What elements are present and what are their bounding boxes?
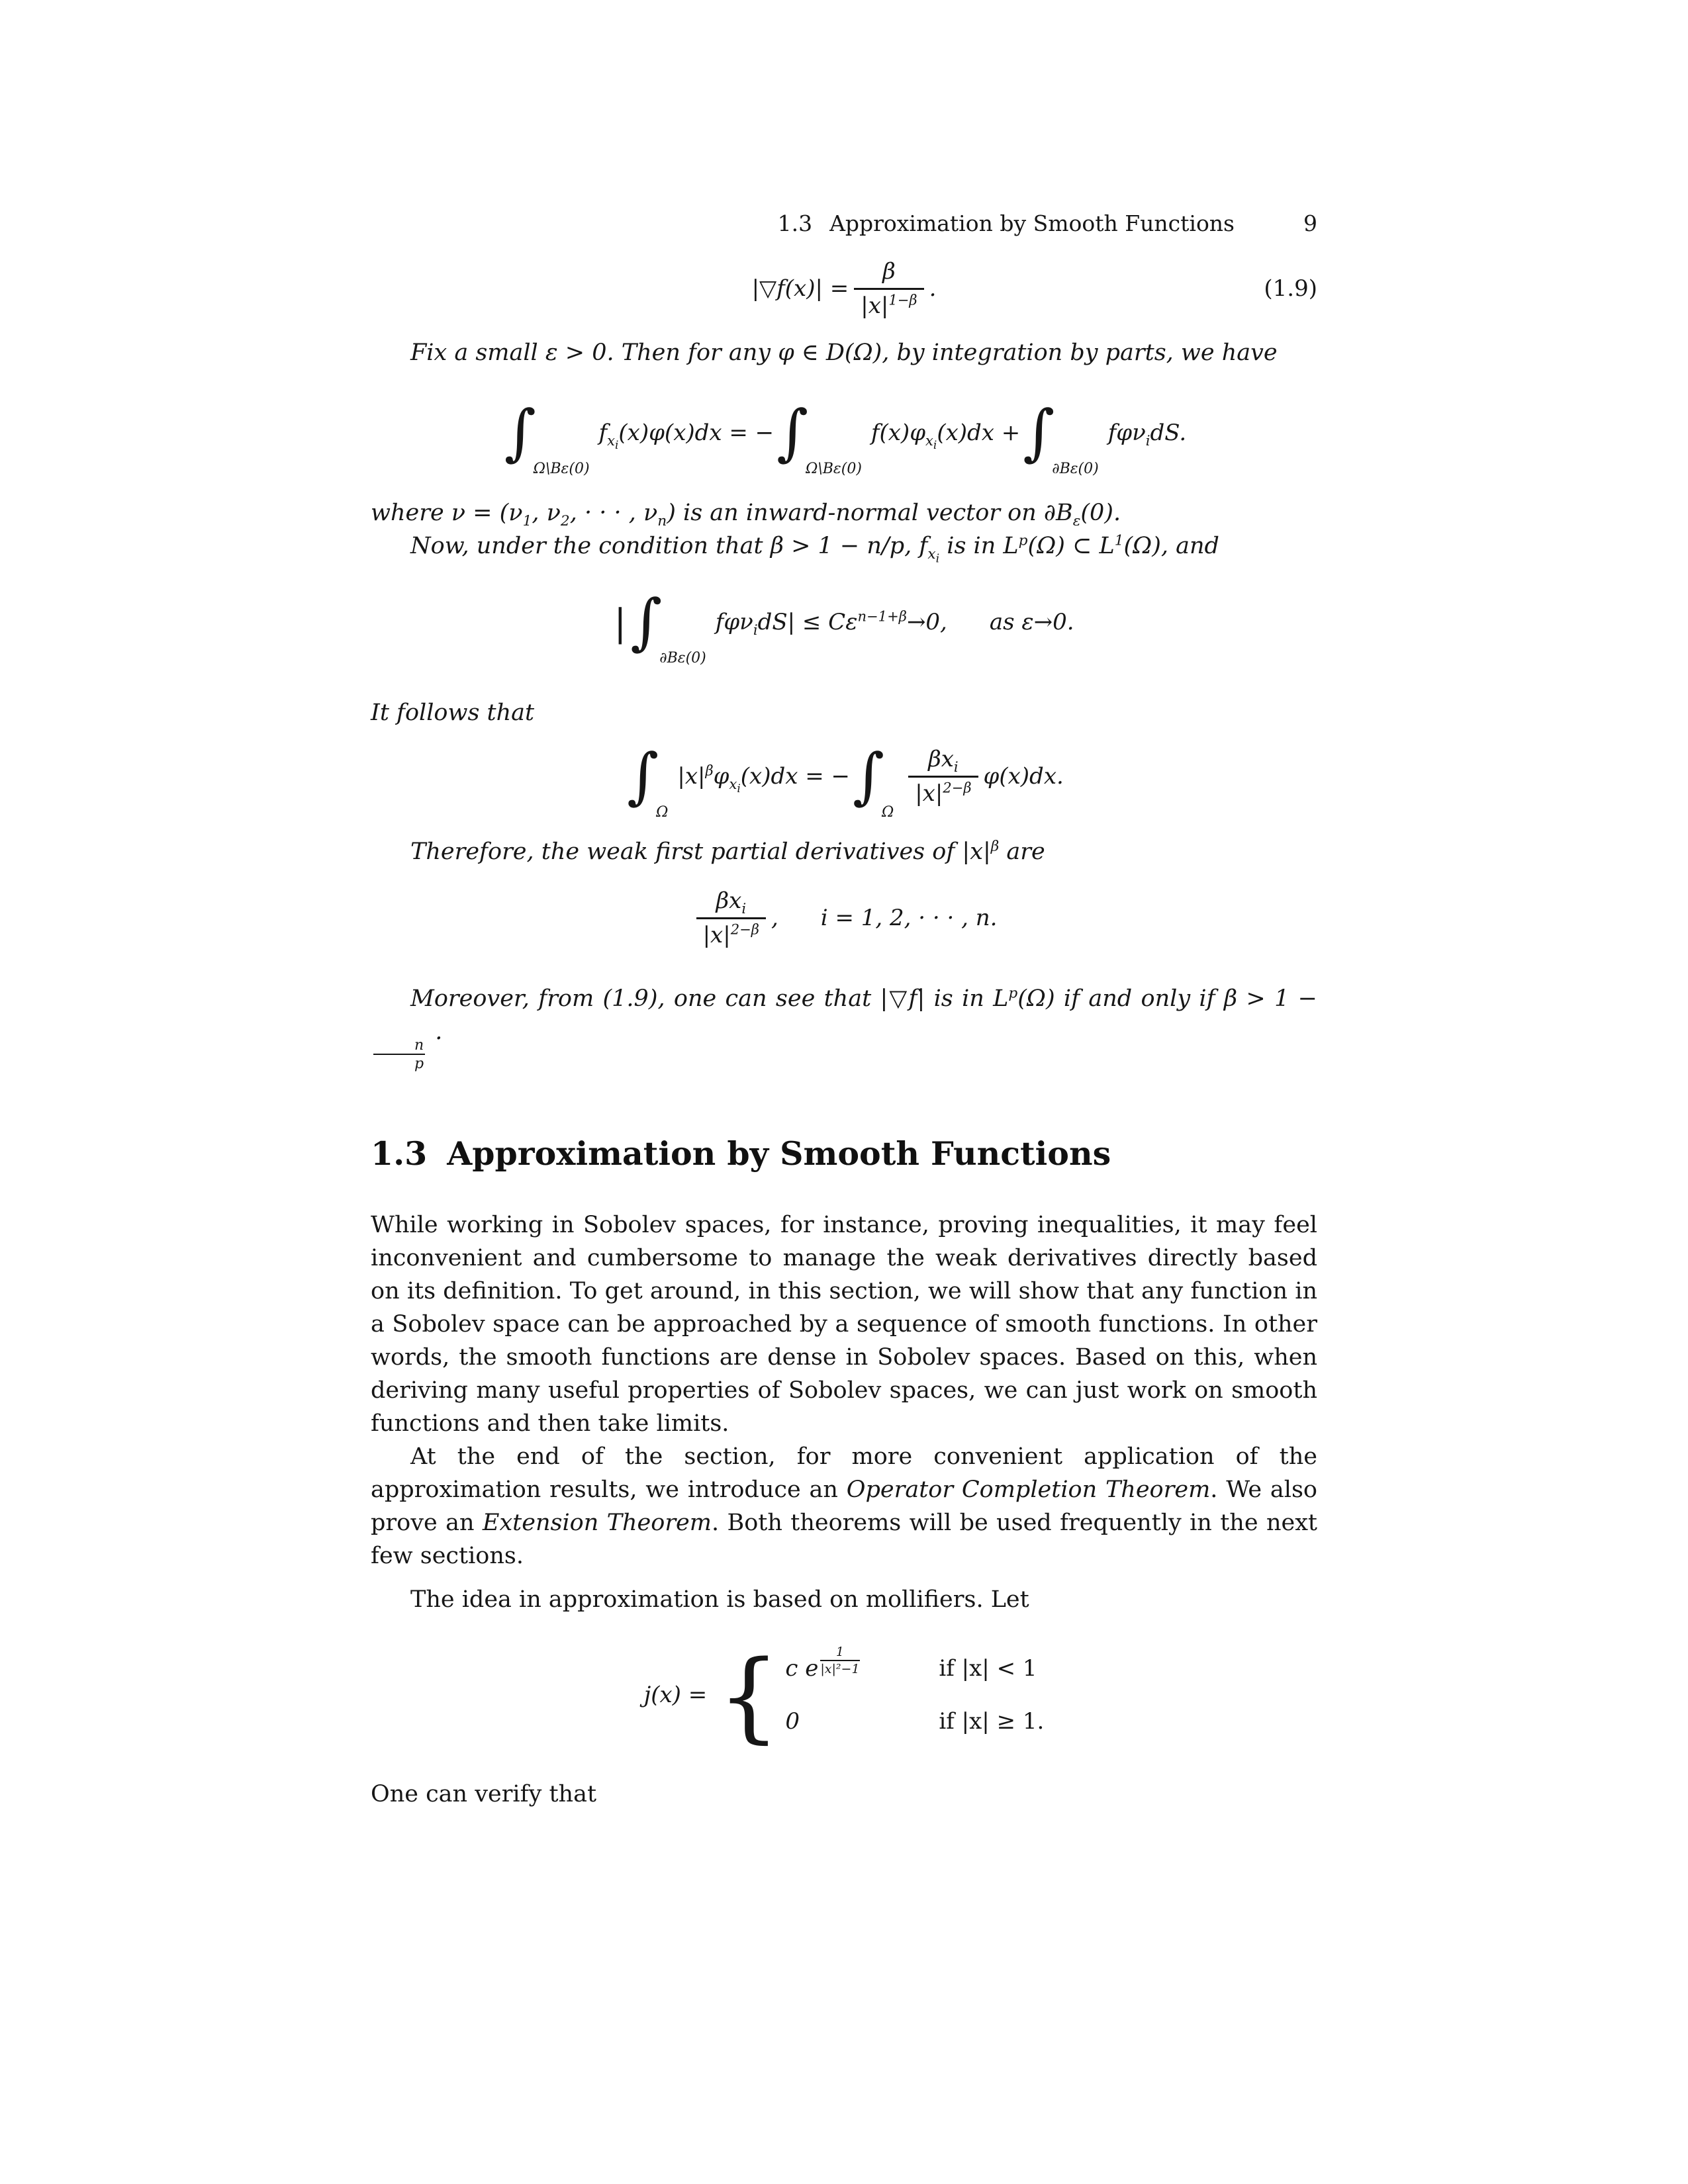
integral-subscript: ∂Bε(0) [1052,460,1099,477]
section-heading-title: Approximation by Smooth Functions [447,1134,1111,1173]
cases-brace: { [718,1639,780,1754]
subscript-index: n [657,513,667,529]
math-run [870,419,1021,451]
integral-subscript: Ω\Bε(0) [806,460,862,477]
subscript-index: i [737,781,741,795]
function-symbol: f [598,419,608,446]
fraction-numerator [709,887,753,917]
subscript-index: i [935,552,940,566]
math-run [598,419,774,451]
superscript-exponent: β [990,838,1000,855]
math-run: (x)dx = − [740,762,850,790]
math-run: dS. [1150,419,1187,446]
numerator-base: βx [928,746,954,772]
superscript-exponent: β [705,762,714,779]
math-run: dS| ≤ Cε [757,608,858,635]
content-column [371,246,1317,1811]
eq19-fraction [854,257,923,320]
paragraph-text: ) is an inward-normal vector on ∂B [667,500,1073,526]
section-heading-number: 1.3 [371,1134,428,1173]
comma: , [771,904,778,931]
math-run: φ(x)dx. [983,762,1064,790]
denominator-exponent: 1−β [888,291,917,308]
paragraph-now-condition [371,529,1317,566]
subscript-index: i [615,437,619,451]
integral [627,740,671,821]
subscript-index: ε [1072,513,1081,529]
paragraph-text: At the end of the section, for more convenient application of the approximation results, we introduce an [371,1443,1317,1504]
equation-1-9 [371,255,1317,322]
math-run: c e [785,1655,819,1682]
paragraph-text: , ν [532,500,561,526]
fraction [696,887,766,949]
running-header-section-title: Approximation by Smooth Functions [829,210,1235,236]
mollifier-lhs: j(x) = [643,1682,708,1709]
denominator-base: |x| [915,780,943,807]
denominator-exponent: 2−β [943,779,972,796]
fraction-denominator [908,776,978,808]
paragraph-theorems [371,1440,1317,1572]
denominator-exponent: 2−β [730,921,759,938]
superscript: p [1018,532,1028,549]
integral [853,740,896,821]
emphasis-operator-completion-theorem: Operator Completion Theorem [846,1477,1211,1504]
paragraph-moreover [371,982,1317,1073]
fraction-numerator: 1 [835,1645,845,1660]
case-value: 0 [785,1708,800,1735]
subscript-index: i [953,758,959,775]
subscript [729,775,741,795]
eq19-period: . [929,275,937,302]
superscript: 1 [1114,532,1124,549]
integral-glyph: ∫ [630,586,663,657]
math-run: (x)dx + [937,419,1021,446]
paragraph-mollifiers-intro [371,1583,1317,1616]
paragraph-text: Fix a small ε > 0. Then for any φ ∈ D(Ω), by integration by parts, we have [410,340,1278,366]
mollifier-definition-equation [371,1639,1317,1754]
fraction-denominator: |x|²−1 [820,1660,859,1677]
paragraph-text: where ν = (ν [371,500,523,526]
integral-glyph: ∫ [627,740,659,811]
paragraph-text: The idea in approximation is based on mollifiers. Let [410,1586,1029,1614]
subscript-base: x [607,432,616,449]
math-run [716,608,947,637]
integral [1023,396,1101,477]
paragraph-text: is in L [939,533,1019,559]
math-run: φ [713,762,729,790]
paragraph-therefore [371,835,1317,868]
fraction-numerator: β [882,258,896,285]
eq19-lhs: |▽f(x)| = [751,275,849,302]
math-run [677,762,850,795]
integral [504,396,592,477]
paragraph-fix-epsilon [371,336,1317,369]
paragraph-one-can-verify [371,1778,1317,1811]
fraction-denominator [854,288,923,320]
subscript-base: x [729,775,737,792]
subscript-base: x [925,432,933,449]
integral-subscript: Ω [881,803,894,821]
paragraph-text: . Both theorems will be used frequently in the next few sections. [371,1510,1317,1570]
section-heading [371,1136,1317,1172]
subscript [927,546,940,566]
integral-glyph: ∫ [853,740,884,811]
subscript-index: i [753,621,758,638]
paragraph-text: While working in Sobolev spaces, for instance, proving inequalities, it may feel inconvenient and cumbersome to manage the weak derivatives directly based on its definition. To get around, in this section, we will show that any function in a Sobolev space can be approached by a sequence of smooth functions. In other words, the smooth functions are dense in Sobolev spaces. Based on this, when deriving many useful properties of Sobolev spaces, we can just work on smooth functions and then take limits. [371,1212,1317,1437]
paragraph-where-nu [371,496,1317,529]
integral-glyph: ∫ [504,396,536,468]
subscript [607,432,618,449]
case-row [785,1707,1044,1736]
paragraph-text: . [428,1019,443,1045]
subscript-index: 2 [560,513,570,529]
inline-fraction [373,1037,425,1073]
subscript-base: x [927,546,936,563]
case-row [785,1645,1044,1697]
paragraph-text: Now, under the condition that β > 1 − n/p, f [410,533,928,559]
subscript-index: i [933,437,937,451]
math-run: →0, [906,608,947,635]
paragraph-it-follows [371,696,1317,729]
running-header [371,210,1317,236]
subscript-index: 1 [522,513,532,529]
fraction-numerator [921,745,965,776]
paragraph-text: Therefore, the weak first partial derivatives of |x| [410,839,991,865]
derivative-formula-equation [371,882,1317,954]
case-condition: if |x| < 1 [939,1655,1037,1682]
math-run [1108,419,1186,447]
weak-derivative-equation [371,733,1317,819]
boundary-integral-estimate-equation: | ∫ ∂Bε(0) $f\varphi\nu_idS| \le C\varepsilon^{n-1+\beta}\to 0$, as ε→0. [614,586,1074,666]
math-run: fφν [1107,419,1146,446]
denominator-base: |x| [702,921,731,948]
numerator-base: βx [716,887,742,914]
emphasis-extension-theorem: Extension Theorem [482,1510,712,1537]
superscript-exponent: n−1+β [857,608,907,625]
integral-subscript: Ω [656,803,669,821]
fraction-denominator: p [373,1054,425,1072]
integral [776,396,865,477]
paragraph-text: Moreover, from (1.9), one can see that |▽f| is in L [410,985,1009,1012]
subscript-index: i [1145,432,1150,449]
case-condition: if |x| ≥ 1. [939,1708,1045,1735]
paragraph-text: One can verify that [371,1781,597,1808]
paragraph-text: β > 1 − [1223,985,1317,1012]
superscript: p [1008,985,1018,1002]
paragraph-text: (0). [1080,500,1121,526]
paragraph-text: (Ω) if and only if [1017,985,1224,1012]
fraction-numerator: n [414,1037,424,1054]
integral-glyph: ∫ [1023,396,1055,468]
paragraph-text: . We also prove an [371,1477,1317,1537]
paragraph-text: are [999,839,1045,865]
paragraph-text: It follows that [371,700,535,726]
cases-block [785,1645,1045,1735]
case-value [785,1645,939,1697]
paragraph-text: , · · · , ν [569,500,658,526]
subscript-index: i [741,899,747,917]
integral-glyph: ∫ [776,396,809,468]
exponent-fraction [820,1645,859,1677]
integration-by-parts-equation [371,387,1317,479]
math-run: as ε→0. [989,608,1074,635]
fraction [908,745,978,807]
integral-subscript: Ω\Bε(0) [533,460,590,477]
paragraph-text: (Ω), and [1123,533,1219,559]
subscript [925,432,937,449]
running-header-section-number: 1.3 [777,210,813,236]
denominator-base: |x| [861,292,889,319]
equation-tag: (1.9) [1264,275,1317,302]
math-run: i = 1, 2, · · · , n. [820,904,998,931]
integral-subscript: ∂Bε(0) [659,649,706,666]
integral [630,586,708,666]
math-run: f(x)φ [870,419,926,446]
page-number: 9 [1303,210,1317,236]
math-run: |x| [677,762,706,790]
fraction-denominator [696,917,766,950]
math-run: (x)φ(x)dx = − [618,419,774,446]
math-run: fφν [715,608,753,635]
paragraph-text: (Ω) ⊂ L [1027,533,1115,559]
paragraph-sobolev-intro [371,1208,1317,1440]
